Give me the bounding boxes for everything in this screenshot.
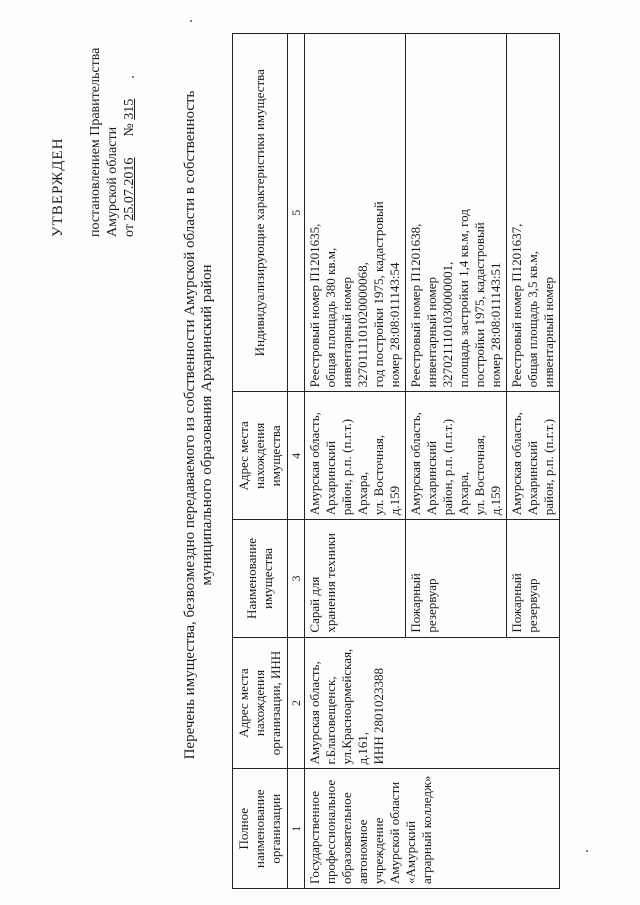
property-table bbox=[232, 33, 560, 889]
property-address: Амурская область, Архаринский район, р.п. (п.г.т.) bbox=[507, 392, 560, 520]
title-line-2: муниципального образования Архаринский район bbox=[199, 264, 215, 586]
property-characteristics: Реестровый номер П1201638, инвентарный номер 3270211101030000001, площадь застройки 1,4 кв.м, год постройки 1975, кадастровый номер 28:08:011143:51 bbox=[406, 34, 507, 392]
property-characteristics: Реестровый номер П1201637, общая площадь 3,5 кв.м, инвентарный номер bbox=[507, 34, 560, 392]
approval-heading: УТВЕРЖДЕН bbox=[50, 137, 66, 237]
property-name: Пожарный резервуар bbox=[406, 520, 507, 637]
date-prefix: от bbox=[122, 224, 137, 237]
column-number: 2 bbox=[288, 637, 305, 769]
document-title bbox=[182, 75, 216, 775]
property-characteristics: Реестровый номер П1201635, общая площадь 380 кв.м, инвентарный номер 3270111101020000068, год постройки 1975, кадастровый номер 28:08:011143:54 bbox=[305, 34, 406, 392]
number-prefix: № bbox=[122, 123, 137, 137]
column-number: 5 bbox=[288, 34, 305, 392]
property-name: Сарай для хранения техники bbox=[305, 520, 406, 637]
approval-line-2: Амурской области bbox=[105, 126, 120, 237]
approval-date: 25.07.2016 bbox=[122, 157, 137, 221]
table-row bbox=[305, 34, 406, 889]
property-address: Амурская область, Архаринский район, р.п. (п.г.т.) Архара, ул. Восточная, д.159 bbox=[406, 392, 507, 520]
header-row bbox=[233, 34, 288, 889]
header-property-address: Адрес места нахождения имущества bbox=[233, 392, 288, 520]
title-line-1: Перечень имущества, безвозмездно передаваемого из собственности Амурской области в собственность bbox=[182, 90, 198, 760]
header-characteristics: Индивидуализирующие характеристики имущества bbox=[233, 34, 288, 392]
property-name: Пожарный резервуар bbox=[507, 520, 560, 637]
header-property-name: Наименование имущества bbox=[233, 520, 288, 637]
header-org-address: Адрес места нахождения организации, ИНН bbox=[233, 637, 288, 769]
organization-name: Государственное профессиональное образовательное автономное учреждение Амурской области «Амурский аграрный колледж» bbox=[305, 769, 560, 889]
column-number: 3 bbox=[288, 520, 305, 637]
column-number-row bbox=[288, 34, 305, 889]
approval-stamp bbox=[50, 17, 138, 237]
approval-date-line bbox=[121, 17, 138, 237]
header-organization: Полное наименование организации bbox=[233, 769, 288, 889]
organization-address: Амурская область, г.Благовещенск, ул.Красноармейская, д.161, ИНН 2801023388 bbox=[305, 637, 560, 769]
property-address: Амурская область, Архаринский район, р.п. (п.г.т.) Архара, ул. Восточная, д.159 bbox=[305, 392, 406, 520]
column-number: 1 bbox=[288, 769, 305, 889]
approval-number: 315 bbox=[122, 98, 137, 120]
column-number: 4 bbox=[288, 392, 305, 520]
approval-line-1: постановлением Правительства bbox=[88, 47, 103, 237]
